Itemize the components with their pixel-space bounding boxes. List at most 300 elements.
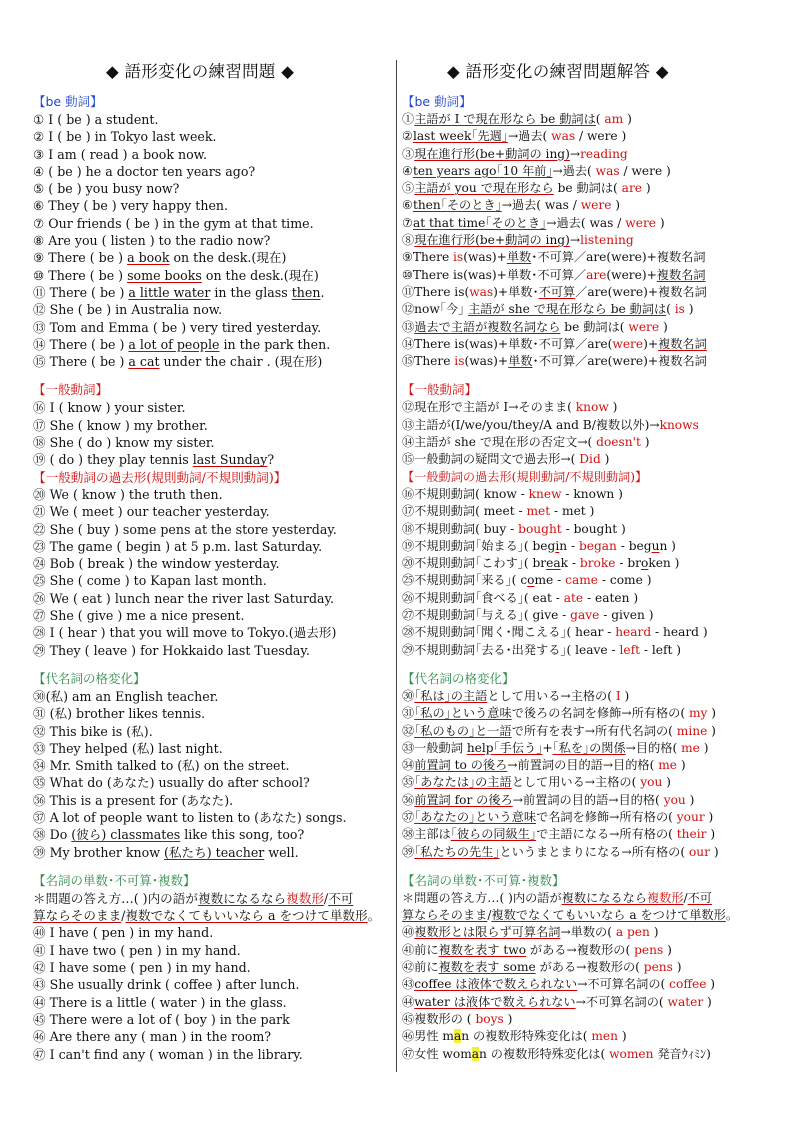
text-segment: ): [707, 723, 716, 738]
text-segment: /: [121, 908, 126, 924]
text-segment: - beg: [616, 538, 652, 553]
answer-line: [402, 642, 764, 659]
answer-line: [402, 180, 764, 197]
text-segment: ⑤ ( be ) you busy now?: [33, 181, 180, 197]
text-segment: ㉖ We ( eat ) lunch near the river last Saturday.: [33, 590, 335, 606]
text-segment: me: [681, 740, 700, 755]
text-segment: a little water: [128, 284, 211, 300]
text-segment: ⑮一般動詞の疑問文で過去形→(: [402, 452, 580, 467]
text-segment: - come ): [598, 573, 652, 588]
answer-line: [402, 1011, 764, 1028]
text-segment: ㉛: [402, 706, 415, 721]
answer-line: [402, 555, 764, 572]
text-segment: gave: [570, 608, 600, 623]
text-segment: your: [676, 809, 705, 824]
section-heading: 【一般動詞】: [33, 382, 109, 398]
text-segment: ㊺ There were a lot of ( boy ) in the park: [33, 1011, 290, 1027]
text-segment: ㉚: [402, 688, 415, 703]
text-segment: are: [586, 267, 607, 282]
text-segment: coffee は液体で数えられない: [414, 977, 578, 992]
answers-column: [402, 52, 764, 1063]
text-segment: (彼ら) classmates: [71, 827, 181, 843]
text-segment: ㉜ This bike is (私).: [33, 723, 153, 739]
text-segment: ⑳不規則動詞｢こわす｣( br: [402, 556, 547, 571]
text-segment: ㊲: [402, 809, 415, 824]
question-line: [33, 907, 385, 924]
text-segment: ⑲ ( do ) they play tennis: [33, 452, 193, 468]
text-segment: - eaten ): [583, 590, 639, 605]
text-segment: ㉗不規則動詞｢与える｣( give -: [402, 608, 571, 623]
section-heading: 【be 動詞】: [33, 94, 103, 109]
text-segment: →目的格(: [625, 740, 682, 755]
answer-line: [402, 249, 764, 266]
text-segment: ten years ago｢10 年前｣: [412, 163, 553, 178]
text-segment: ㊵ I have ( pen ) in my hand.: [33, 925, 214, 941]
text-segment: →: [569, 233, 581, 248]
text-segment: some books: [127, 267, 202, 283]
question-line: [33, 353, 385, 370]
text-segment: ｢私たちの先生｣: [414, 844, 500, 859]
text-segment: ): [640, 435, 650, 450]
text-segment: ate: [563, 590, 584, 605]
answer-line: [402, 111, 764, 128]
text-segment: a: [454, 1029, 462, 1044]
text-segment: o: [640, 556, 649, 571]
question-line: [33, 267, 385, 284]
question-line: [33, 451, 385, 468]
question-line: [33, 249, 385, 266]
text-segment: ･不可算／are(were)+複数名詞: [531, 250, 706, 265]
text-segment: then｢そのとき｣: [412, 198, 502, 213]
text-segment: 複数になるなら: [197, 890, 287, 906]
question-line: [33, 994, 385, 1011]
text-segment: ㉙不規則動詞｢去る･出発する｣( leave -: [402, 642, 620, 657]
answer-line: [402, 688, 764, 705]
text-segment: ㉚(私) am an English teacher.: [33, 688, 219, 704]
text-segment: ㊶ I have two ( pen ) in my hand.: [33, 942, 241, 958]
text-segment: ⑬ Tom and Emma ( be ) very tired yesterday.: [33, 319, 322, 335]
text-segment: で主語になる→所有格の(: [536, 827, 677, 842]
text-segment: 。: [725, 908, 738, 923]
text-segment: (was)+: [464, 354, 509, 369]
text-segment: on the desk.(現在): [169, 250, 287, 266]
text-segment: で所有を表す→所有代名詞の(: [511, 723, 677, 738]
text-segment: ): [641, 181, 651, 196]
text-segment: bought: [518, 521, 562, 536]
answer-line: [402, 417, 764, 434]
answer-line: [402, 503, 764, 520]
question-line: [33, 319, 385, 336]
text-segment: ): [649, 925, 659, 940]
text-segment: 複数を表す two: [438, 942, 527, 957]
text-segment: ｢彼らの同級生｣: [450, 827, 537, 842]
text-segment: listening: [580, 233, 634, 248]
text-segment: a pen: [615, 925, 650, 940]
text-segment: n の複数形特殊変化は(: [461, 1029, 592, 1044]
text-segment: (私たち) teacher: [164, 844, 265, 860]
text-segment: well.: [264, 844, 299, 860]
section-heading: 【名詞の単数･不可算･複数】: [402, 872, 565, 888]
text-segment: ㉑ We ( meet ) our teacher yesterday.: [33, 504, 270, 520]
question-line: [33, 399, 385, 416]
answer-line: [402, 128, 764, 145]
text-segment: ㊷ I have some ( pen ) in my hand.: [33, 960, 251, 976]
text-segment: 複数でなくてもいいなら a をつけて単数形: [491, 908, 726, 923]
text-segment: ㊳ Do: [33, 827, 72, 843]
section-heading: 【一般動詞】: [402, 382, 478, 398]
text-segment: ㉘不規則動詞｢聞く･聞こえる｣( hear -: [402, 625, 616, 640]
text-segment: ): [608, 400, 618, 415]
text-segment: ⑩ There ( be ): [33, 267, 128, 283]
text-segment: ｢私を｣の関係: [552, 740, 626, 755]
text-segment: ㊲ A lot of people want to listen to (あなた) songs.: [33, 809, 347, 825]
question-line: [33, 336, 385, 353]
text-segment: on the desk.(現在): [201, 267, 319, 283]
text-segment: ㉜: [402, 723, 415, 738]
text-segment: ⑫現在形で主語が I→そのまま(: [402, 400, 576, 415]
text-segment: are: [621, 181, 642, 196]
text-segment: - left ): [640, 642, 682, 657]
text-segment: ①: [402, 112, 415, 126]
question-line: [33, 146, 385, 163]
text-segment: last week｢先週｣: [412, 129, 508, 144]
text-segment: ): [684, 302, 694, 317]
text-segment: ㊹ There is a little ( water ) in the glass.: [33, 994, 287, 1010]
text-segment: 単数: [506, 250, 532, 265]
text-segment: 主語が I で現在形なら be 動詞は: [414, 112, 596, 126]
answer-line: [402, 607, 764, 624]
text-segment: Did: [579, 452, 601, 467]
text-segment: mine: [676, 723, 708, 738]
text-segment: ): [707, 706, 717, 721]
text-segment: came: [565, 573, 599, 588]
text-segment: ㉝一般動詞: [402, 740, 467, 755]
text-segment: were: [580, 198, 612, 213]
text-segment: ⑨There: [402, 250, 454, 265]
answer-line: [402, 399, 764, 416]
answer-line: [402, 319, 764, 336]
question-line: [33, 1046, 385, 1063]
text-segment: 複数名詞: [658, 336, 707, 351]
answer-line: [402, 959, 764, 976]
text-segment: broke: [579, 556, 616, 571]
text-segment: 複数名詞: [656, 267, 706, 282]
text-segment: ㉔ Bob ( break ) the window yesterday.: [33, 556, 280, 572]
text-segment: で後ろの名詞を修飾→所有格の(: [511, 706, 689, 721]
text-segment: →過去( was /: [501, 198, 581, 213]
text-segment: - br: [615, 556, 641, 571]
question-line: [33, 417, 385, 434]
text-segment: →単数の(: [560, 925, 616, 940]
text-segment: under the chair . (現在形): [159, 354, 323, 370]
text-segment: - given ): [599, 608, 654, 623]
question-line: [33, 924, 385, 941]
question-line: [33, 890, 385, 907]
text-segment: ④ ( be ) he a doctor ten years ago?: [33, 163, 256, 179]
answer-line: [402, 826, 764, 843]
text-segment: 【一般動詞の過去形(規則動詞/不規則動詞)】: [33, 469, 287, 485]
text-segment: ㊸: [402, 977, 415, 992]
question-line: [33, 301, 385, 318]
text-segment: ⑥ They ( be ) very happy then.: [33, 198, 229, 214]
text-segment: like this song, too?: [180, 827, 305, 843]
column-divider: [396, 60, 397, 1072]
text-segment: ⑰ She ( know ) my brother.: [33, 417, 208, 433]
text-segment: you: [663, 792, 686, 807]
text-segment: heard: [615, 625, 652, 640]
text-segment: ): [623, 112, 632, 126]
text-segment: 不可: [687, 890, 712, 905]
text-segment: ｢あなたの｣という意味: [414, 809, 537, 824]
text-segment: - met ): [550, 504, 595, 519]
text-segment: ): [685, 792, 695, 807]
text-segment: was: [469, 284, 494, 299]
text-segment: 過去で主語が複数名詞なら: [414, 319, 561, 334]
question-line: [33, 624, 385, 641]
text-segment: ㉝ They helped (私) last night.: [33, 740, 223, 756]
text-segment: reading: [580, 146, 628, 161]
question-line: [33, 163, 385, 180]
text-segment: →: [569, 146, 581, 161]
question-line: [33, 976, 385, 993]
answer-line: [402, 215, 764, 232]
text-segment: ㊺複数形の (: [402, 1011, 476, 1026]
text-segment: →過去( was /: [546, 215, 626, 230]
text-segment: my: [688, 706, 708, 721]
question-line: [33, 590, 385, 607]
text-segment: ④: [402, 163, 413, 178]
text-segment: ken ): [648, 556, 680, 571]
text-segment: ⑭主語が she で現在形の否定文→(: [402, 435, 597, 450]
text-segment: 主語が she で現在形なら be 動詞は: [468, 302, 667, 317]
text-segment: ｢あなたは｣の主語: [414, 775, 512, 790]
text-segment: ㊻ Are there any ( man ) in the room?: [33, 1029, 272, 1045]
text-segment: n の複数形特殊変化は(: [479, 1046, 610, 1061]
text-segment: )+単数･: [493, 284, 539, 299]
answer-line: [402, 774, 764, 791]
text-segment: is: [674, 302, 685, 317]
answer-line: [402, 353, 764, 370]
text-segment: ): [663, 942, 672, 957]
answer-line: [402, 942, 764, 959]
answer-line: [402, 301, 764, 318]
text-segment: .: [320, 284, 325, 300]
text-segment: ㉛ (私) brother likes tennis.: [33, 706, 206, 722]
text-segment: ): [709, 844, 719, 859]
text-segment: ＊問題の答え方…( )内の語が: [402, 890, 562, 905]
answer-line: [402, 890, 764, 907]
section-heading: 【代名詞の格変化】: [33, 670, 146, 686]
text-segment: ): [655, 215, 665, 230]
text-segment: in the glass: [210, 284, 292, 300]
text-segment: ⑰不規則動詞( meet -: [402, 504, 527, 519]
text-segment: ⑳ We ( know ) the truth then.: [33, 486, 223, 502]
text-segment: ㉟: [402, 775, 415, 790]
text-segment: was: [595, 163, 620, 178]
question-line: [33, 284, 385, 301]
text-segment: ② I ( be ) in Tokyo last week.: [33, 129, 217, 145]
text-segment: ⑧: [402, 233, 415, 248]
text-segment: ㊼ I can't find any ( woman ) in the library.: [33, 1046, 303, 1062]
answer-line: [402, 723, 764, 740]
text-segment: ㉞ Mr. Smith talked to (私) on the street.: [33, 758, 290, 774]
text-segment: (was)+: [463, 250, 507, 265]
question-line: [33, 942, 385, 959]
text-segment: ②: [402, 129, 413, 144]
text-segment: 複数でなくてもいいなら a をつけて単数形: [125, 908, 368, 924]
text-segment: →不可算名詞の(: [577, 977, 670, 992]
text-segment: として用いる→主格の(: [487, 688, 616, 703]
text-segment: 複数を表す some: [438, 960, 536, 975]
text-segment: ⑭ There ( be ): [33, 336, 129, 352]
text-segment: ⑮ There ( be ): [33, 354, 129, 370]
question-line: [33, 434, 385, 451]
question-line: [33, 232, 385, 249]
question-line: [33, 521, 385, 538]
text-segment: ⑫ She ( be ) in Australia now.: [33, 302, 223, 318]
text-segment: ): [662, 775, 671, 790]
text-segment: ⑫now｢今｣: [402, 302, 469, 317]
text-segment: ㊼女性 wom: [402, 1046, 472, 1061]
text-segment: ⑱不規則動詞( buy -: [402, 521, 519, 536]
text-segment: ㊹: [402, 994, 415, 1009]
text-segment: me: [658, 758, 678, 773]
text-segment: 現在進行形(be+動詞の ing): [414, 233, 570, 248]
answer-line: [402, 232, 764, 249]
text-segment: ): [503, 1011, 513, 1026]
text-segment: ⑬主語が(I/we/you/they/A and B/複数以外)→: [402, 417, 660, 432]
answer-line: [402, 146, 764, 163]
text-segment: k -: [560, 556, 580, 571]
answer-line: [402, 538, 764, 555]
text-segment: (: [595, 112, 605, 126]
text-segment: ＊問題の答え方…( )内の語が: [33, 890, 198, 906]
text-segment: ㉟ What do (あなた) usually do after school?: [33, 775, 310, 791]
text-segment: →過去(: [507, 129, 552, 144]
text-segment: then: [291, 284, 321, 300]
text-segment: ): [704, 809, 714, 824]
answer-line: [402, 907, 764, 924]
question-line: [33, 555, 385, 572]
text-segment: 算ならそのまま: [402, 908, 488, 923]
text-segment: ㉕ She ( come ) to Kapan last month.: [33, 573, 267, 589]
answer-line: [402, 434, 764, 451]
text-segment: ): [706, 827, 716, 842]
text-segment: ｢私の｣という意味: [414, 706, 512, 721]
text-segment: I: [615, 688, 621, 703]
text-segment: a cat: [128, 354, 160, 370]
text-segment: /: [683, 890, 688, 905]
text-segment: ): [706, 977, 716, 992]
text-segment: (were)+: [606, 267, 657, 282]
text-segment: you: [640, 775, 663, 790]
text-segment: doesn't: [596, 435, 641, 450]
answer-line: [402, 757, 764, 774]
text-segment: ㉙ They ( leave ) for Hokkaido last Tuesday.: [33, 642, 310, 658]
text-segment: was: [551, 129, 576, 144]
text-segment: ): [659, 319, 668, 334]
answer-line: [402, 792, 764, 809]
text-segment: began: [578, 538, 617, 553]
text-segment: ): [677, 758, 686, 773]
text-segment: 複数になるなら: [561, 890, 647, 905]
text-segment: me -: [534, 573, 566, 588]
text-segment: o: [527, 573, 535, 588]
answer-line: [402, 1028, 764, 1045]
text-segment: our: [688, 844, 710, 859]
section-heading: 【代名詞の格変化】: [402, 670, 515, 686]
text-segment: coffee: [669, 977, 707, 992]
section-heading: 【名詞の単数･不可算･複数】: [33, 872, 196, 888]
text-segment: ): [699, 740, 709, 755]
text-segment: ): [617, 1029, 627, 1044]
text-segment: pens: [643, 960, 673, 975]
text-segment: )+: [643, 336, 659, 351]
text-segment: a: [471, 1046, 480, 1061]
text-segment: ⑮There: [402, 354, 455, 369]
question-line: [33, 705, 385, 722]
text-segment: ⑦: [402, 215, 413, 230]
text-segment: 不可: [328, 890, 354, 906]
text-segment: ㊷前に: [402, 960, 439, 975]
text-segment: 前置詞 to の後ろ: [414, 758, 508, 773]
text-segment: ㉕不規則動詞｢来る｣( c: [402, 573, 528, 588]
text-segment: ⑪ There ( be ): [33, 284, 129, 300]
text-segment: ③: [402, 146, 415, 161]
question-line: [33, 757, 385, 774]
text-segment: be 動詞は(: [553, 181, 622, 196]
text-segment: ea: [546, 556, 561, 571]
text-segment: were: [625, 215, 656, 230]
text-segment: n ): [659, 538, 676, 553]
text-segment: ㊳主部は: [402, 827, 451, 842]
text-segment: ① I ( be ) a student.: [33, 112, 159, 127]
text-segment: boys: [475, 1011, 504, 1026]
text-segment: ㉖不規則動詞｢食べる｣( eat -: [402, 590, 564, 605]
answer-line: [402, 976, 764, 993]
text-segment: 複数形とは限らず可算名詞: [414, 925, 561, 940]
text-segment: がある→複数形の(: [526, 942, 635, 957]
text-segment: - known ): [561, 486, 623, 501]
text-segment: 単数: [508, 354, 533, 369]
text-segment: ㊴ My brother know: [33, 844, 165, 860]
text-segment: ⑪There is(: [402, 284, 470, 299]
question-line: [33, 111, 385, 128]
text-segment: - heard ): [651, 625, 708, 640]
text-segment: women: [609, 1046, 654, 1061]
text-segment: pens: [634, 942, 664, 957]
text-segment: a book: [127, 250, 170, 266]
text-segment: 主語が you で現在形なら: [414, 181, 554, 196]
question-line: [33, 1011, 385, 1028]
question-line: [33, 642, 385, 659]
text-segment: ｢私は｣の主語: [414, 688, 488, 703]
answer-line: [402, 924, 764, 941]
question-line: [33, 1028, 385, 1045]
text-segment: u: [651, 538, 660, 553]
text-segment: ): [600, 452, 610, 467]
text-segment: ⑤: [402, 181, 415, 196]
answer-line: [402, 486, 764, 503]
text-segment: is: [454, 354, 465, 369]
question-line: [33, 128, 385, 145]
text-segment: 複数形: [646, 890, 684, 905]
text-segment: というまとまりになる→所有格の(: [499, 844, 689, 859]
text-segment: ): [611, 198, 621, 213]
answer-line: [402, 197, 764, 214]
text-segment: were: [628, 319, 660, 334]
text-segment: ㊵: [402, 925, 415, 940]
